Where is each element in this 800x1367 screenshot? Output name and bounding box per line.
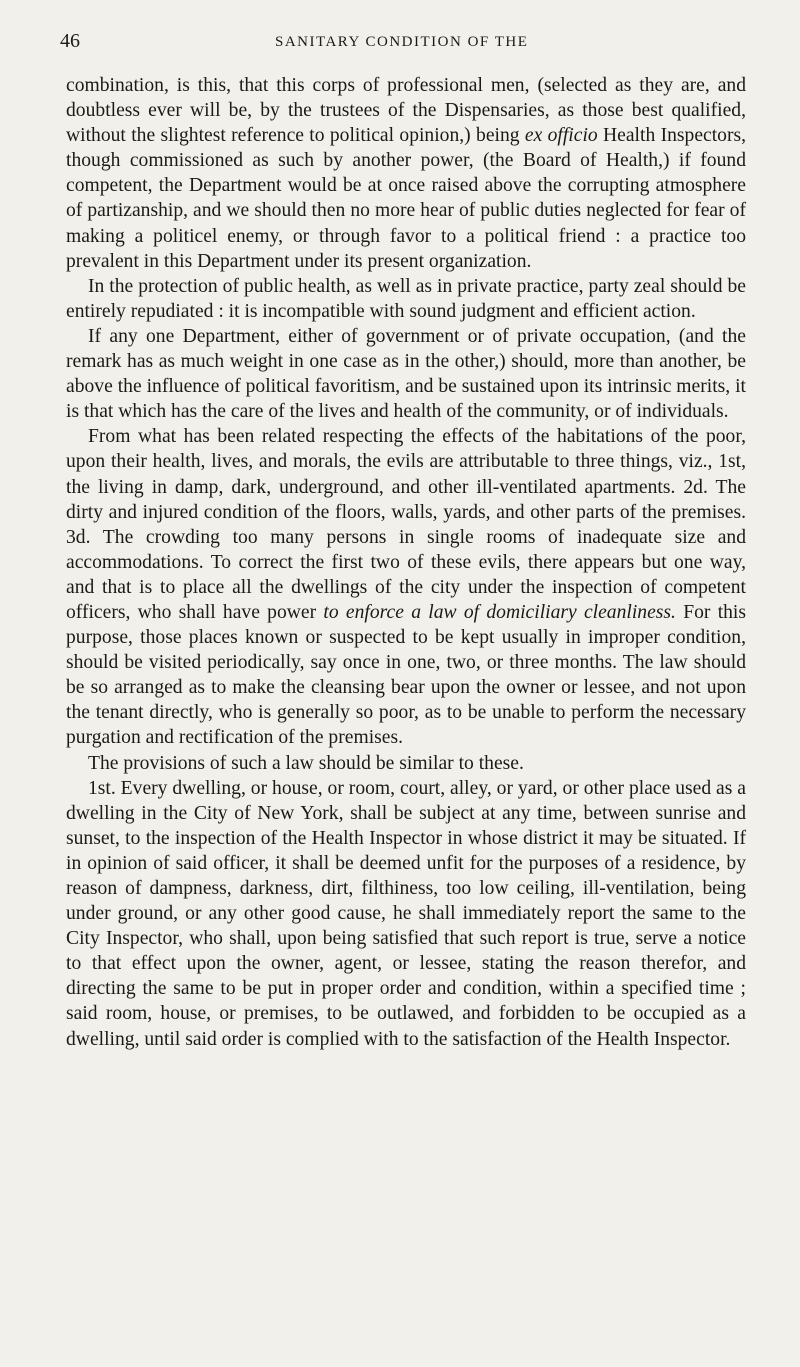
paragraph-5: The provisions of such a law should be similar to these. — [88, 752, 524, 774]
paragraph-3: If any one Department, either of government or of private occupation, (and the remark has as much weight in one case as in the other,) should, more than another, be above the influence of political favoritism, and be sustained upon its intrinsic merits, it is that which has the care of the lives and health of the community, or of individuals. — [66, 325, 746, 423]
paragraph-4: From what has been related respecting the effects of the habitations of the poor, upon their health, lives, and morals, the evils are attributable to three things, viz., 1st, the living in damp, dark, underground, and other ill-ventilated apartments. 2d. The dirty and injured condition of the floors, walls, yards, and other parts of the premises. 3d. The crowding too many persons in single rooms of inadequate size and accommodations. To correct the first two of these evils, there appears but one way, and that is to place all the dwellings of the city under the inspection of competent officers, who shall have power to enforce a law of domiciliary cleanliness. For this purpose, those places known or suspected to be kept usually in improper condition, should be visited periodically, say once in one, two, or three months. The law should be so arranged as to make the cleansing bear upon the owner or lessee, and not upon the tenant directly, who is generally so poor, as to be unable to perform the necessary purgation and rectification of the premises. — [66, 426, 746, 749]
latin-phrase: ex officio — [524, 125, 598, 147]
paragraph-1: combination, is this, that this corps of professional men, (selected as they are, and doubtless ever will be, by the trustees of the Dispensaries, as those best qualified, without the slightest reference to political opinion,) being ex officio Health Inspectors, though commissioned as such by another power, (the Board of Health,) if found competent, the Department would be at once raised above the corrupting atmosphere of partizanship, and we should then no more hear of public duties neglected for fear of making a politicel enemy, or through favor to a political friend : a practice too prevalent in this Department under its present organization. — [66, 75, 746, 272]
running-title: SANITARY CONDITION OF THE — [275, 34, 529, 50]
page-number: 46 — [60, 30, 80, 52]
paragraph-2: In the protection of public health, as well as in private practice, party zeal should be entirely repudiated : it is incompatible with sound judgment and efficient action. — [66, 275, 746, 322]
emphasis-phrase: to enforce a law of domiciliary cleanliness. — [323, 601, 676, 623]
body-text — [66, 73, 746, 1052]
paragraph-6: 1st. Every dwelling, or house, or room, court, alley, or yard, or other place used as a dwelling in the City of New York, shall be subject at any time, between sunrise and sunset, to the inspection of the Health Inspector in whose district it may be situated. If in opinion of said officer, it shall be deemed unfit for the purposes of a residence, by reason of dampness, darkness, dirt, filthiness, too low ceiling, ill-ventilation, being under ground, or any other good cause, he shall immediately report the same to the City Inspector, who shall, upon being satisfied that such report is true, serve a notice to that effect upon the owner, agent, or lessee, stating the reason therefor, and directing the same to be put in proper order and condition, within a specified time ; said room, house, or premises, to be outlawed, and forbidden to be occupied as a dwelling, until said order is complied with to the satisfaction of the Health Inspector. — [66, 777, 746, 1050]
running-head — [60, 30, 740, 54]
